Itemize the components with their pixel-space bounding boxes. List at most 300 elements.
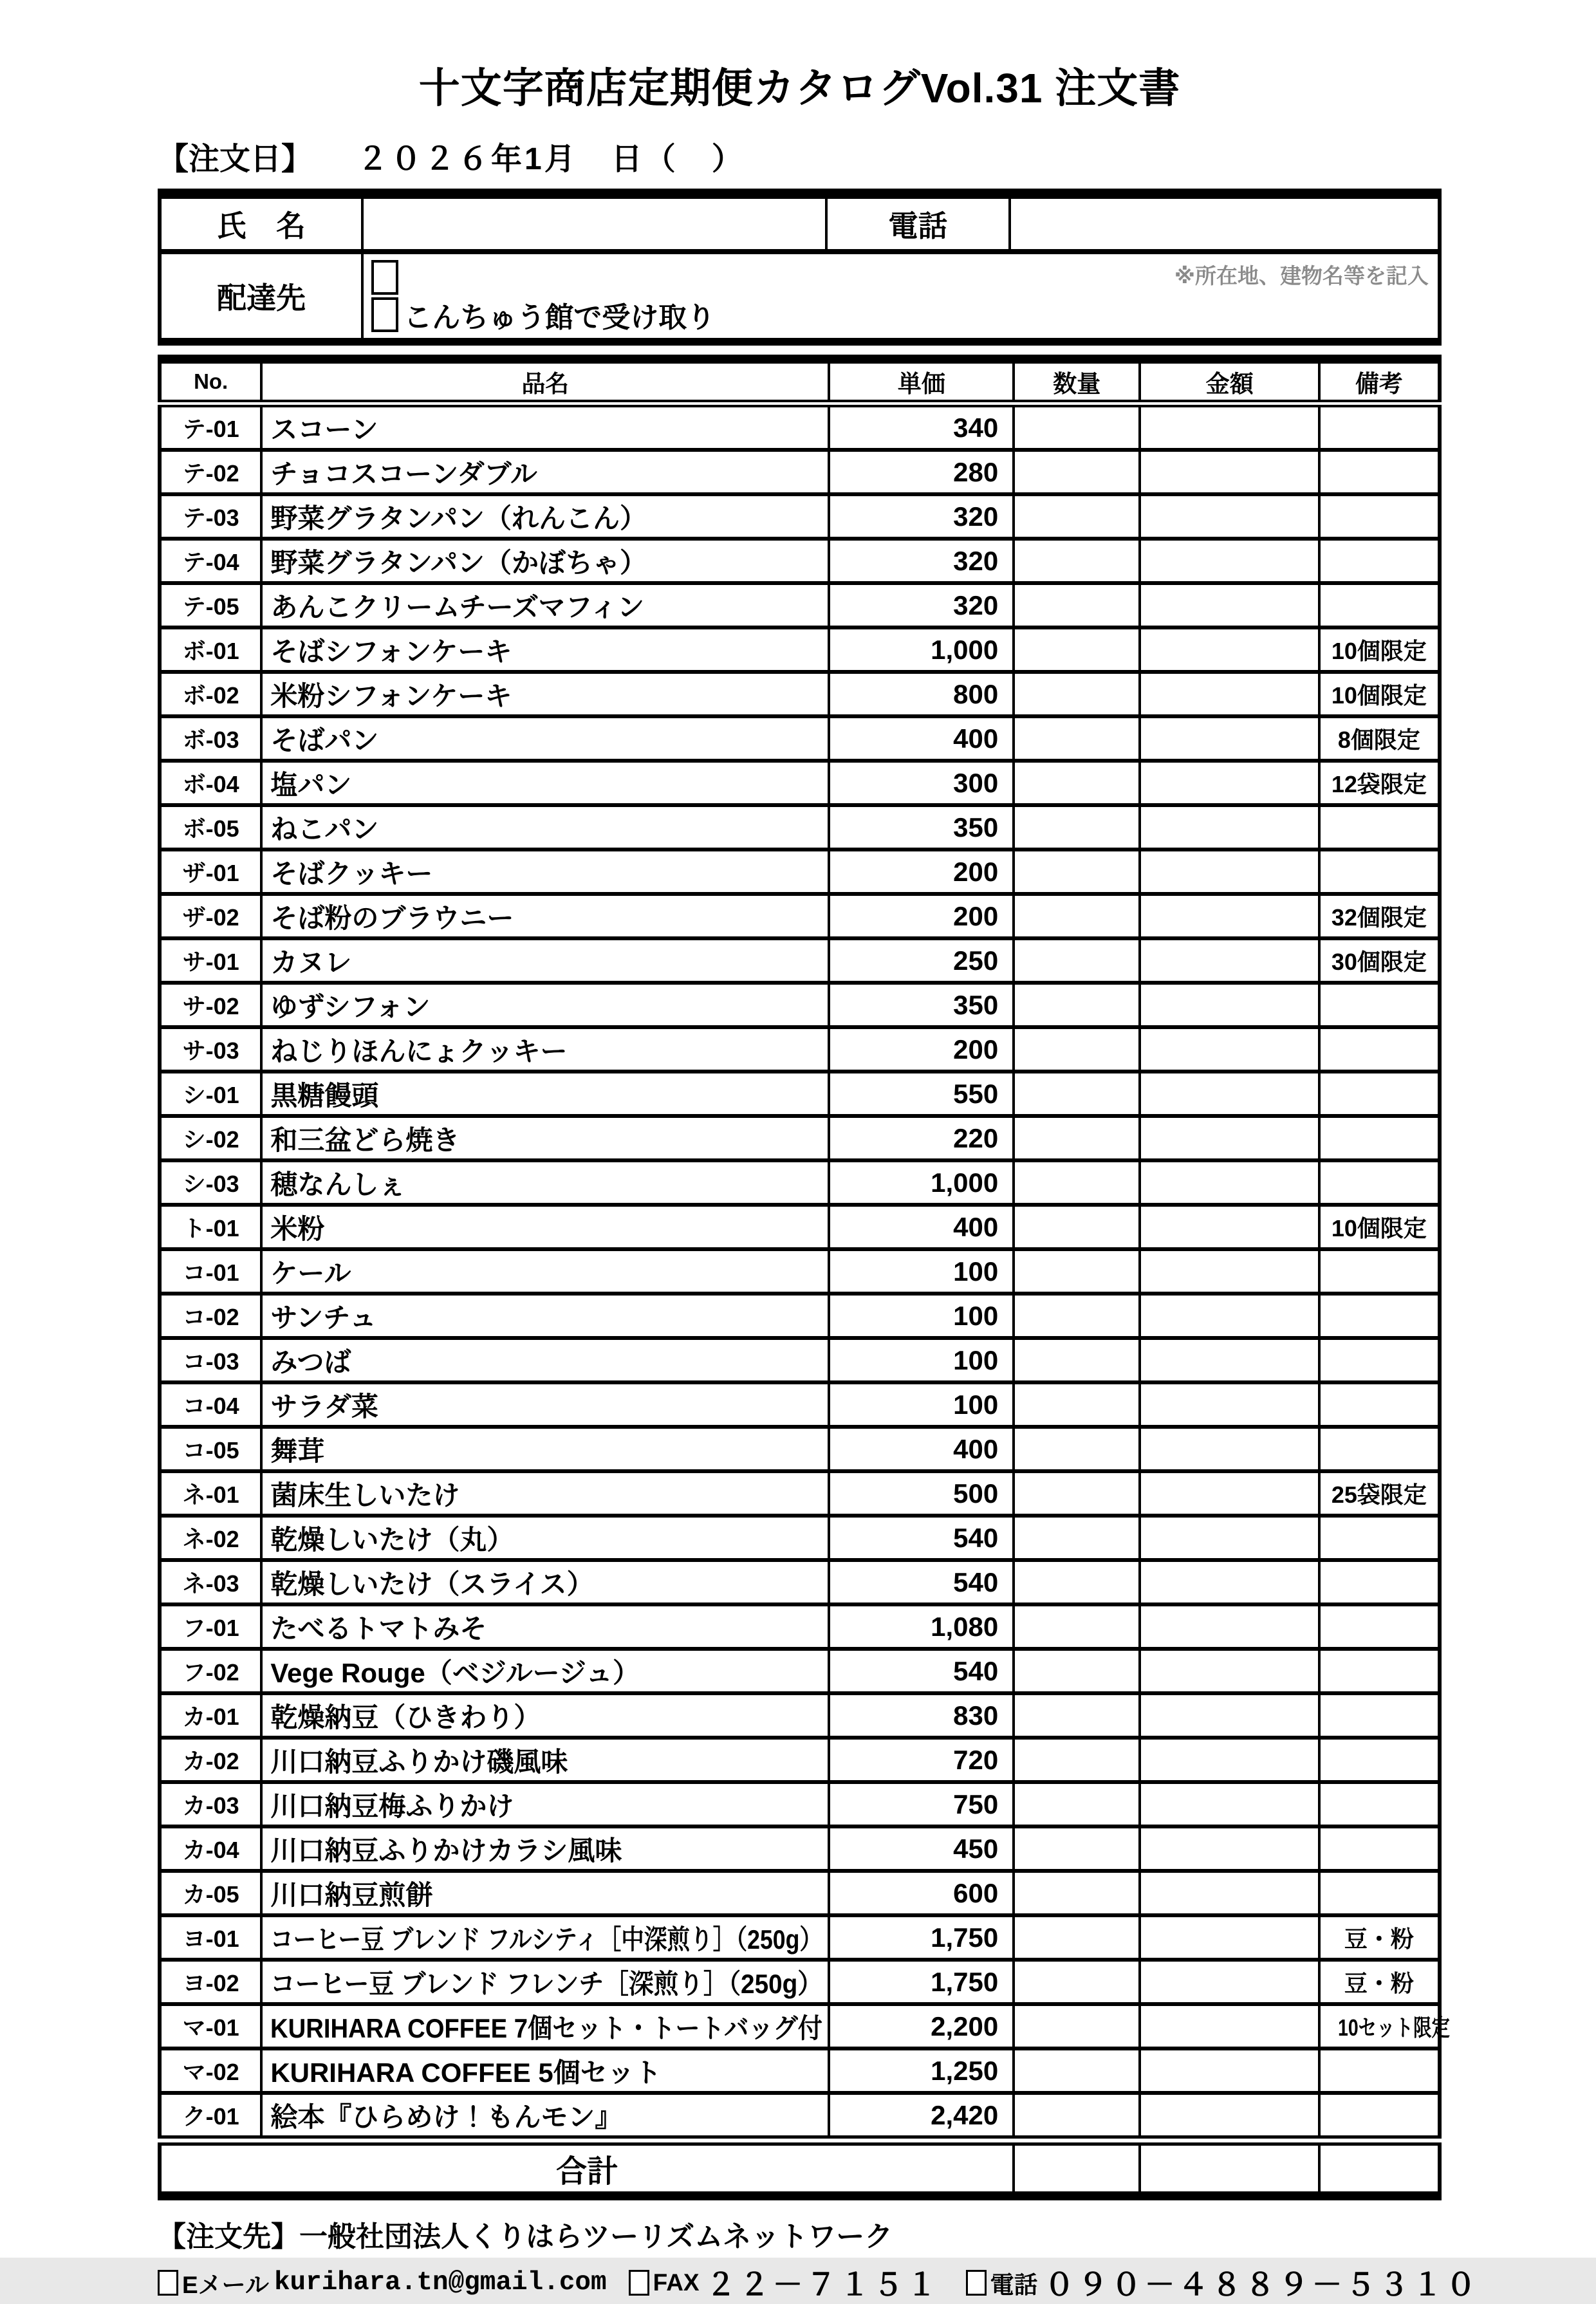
email-label: Eメール	[182, 2271, 269, 2298]
item-no: ボ-04	[160, 761, 261, 805]
note-cell	[1319, 539, 1440, 583]
note-cell	[1319, 404, 1440, 450]
table-row	[160, 583, 1440, 627]
table-row	[160, 404, 1440, 450]
amount-input-cell[interactable]	[1140, 1116, 1319, 1160]
amount-input-cell[interactable]	[1140, 1871, 1319, 1915]
item-no: コ-03	[160, 1338, 261, 1382]
note-cell	[1319, 1249, 1440, 1294]
unit-price: 400	[829, 1427, 1014, 1471]
quantity-input-cell[interactable]	[1014, 1205, 1140, 1249]
item-name: 絵本『ひらめけ！もんモン』	[261, 2093, 829, 2141]
amount-input-cell[interactable]	[1140, 1027, 1319, 1072]
amount-input-cell[interactable]	[1140, 1960, 1319, 2004]
note-cell	[1319, 1826, 1440, 1871]
amount-input-cell[interactable]	[1140, 938, 1319, 983]
item-no: シ-02	[160, 1116, 261, 1160]
amount-input-cell[interactable]	[1140, 983, 1319, 1027]
header-no: No.	[160, 359, 261, 404]
phone-group	[966, 2261, 1480, 2304]
item-no: サ-03	[160, 1027, 261, 1072]
amount-input-cell[interactable]	[1140, 1205, 1319, 1249]
note-cell	[1319, 1871, 1440, 1915]
total-amount-cell[interactable]	[1140, 2141, 1319, 2196]
item-no: ネ-03	[160, 1560, 261, 1604]
quantity-input-cell[interactable]	[1014, 1738, 1140, 1782]
phone-label: 電話	[826, 194, 1009, 252]
phone-input[interactable]	[1010, 194, 1440, 252]
unit-price: 1,000	[829, 627, 1014, 672]
table-row	[160, 938, 1440, 983]
item-name: 穂なんしぇ	[261, 1160, 829, 1205]
unit-price: 750	[829, 1782, 1014, 1826]
table-row	[160, 1871, 1440, 1915]
table-row	[160, 1027, 1440, 1072]
table-row	[160, 1604, 1440, 1649]
item-name: コーヒー豆 ブレンド フルシティ［中深煎り］（250g）	[261, 1915, 829, 1960]
item-name: 川口納豆ふりかけ磯風味	[261, 1738, 829, 1782]
table-row	[160, 850, 1440, 894]
amount-input-cell[interactable]	[1140, 2093, 1319, 2141]
delivery-address-checkbox[interactable]	[371, 260, 398, 295]
item-no: カ-04	[160, 1826, 261, 1871]
item-name: 舞茸	[261, 1427, 829, 1471]
quantity-input-cell[interactable]	[1014, 1560, 1140, 1604]
order-to-label: 【注文先】	[158, 2221, 299, 2253]
quantity-input-cell[interactable]	[1014, 1516, 1140, 1560]
item-no: ザ-02	[160, 894, 261, 938]
unit-price: 600	[829, 1871, 1014, 1915]
note-cell: 豆・粉	[1319, 1960, 1440, 2004]
note-cell	[1319, 1738, 1440, 1782]
order-table-body	[160, 404, 1450, 2141]
quantity-input-cell[interactable]	[1014, 983, 1140, 1027]
order-to-name: 一般社団法人くりはらツーリズムネットワーク	[299, 2221, 893, 2253]
unit-price: 350	[829, 983, 1014, 1027]
item-name: 野菜グラタンパン（かぼちゃ）	[261, 539, 829, 583]
note-cell	[1319, 1427, 1440, 1471]
quantity-input-cell[interactable]	[1014, 1027, 1140, 1072]
item-name: ねじりほんにょクッキー	[261, 1027, 829, 1072]
table-row	[160, 716, 1440, 761]
note-cell	[1319, 1516, 1440, 1560]
item-no: フ-02	[160, 1649, 261, 1693]
quantity-input-cell[interactable]	[1014, 1072, 1140, 1116]
quantity-input-cell[interactable]	[1014, 2049, 1140, 2093]
note-cell	[1319, 1560, 1440, 1604]
unit-price: 2,420	[829, 2093, 1014, 2141]
table-row	[160, 1338, 1440, 1382]
quantity-input-cell[interactable]	[1014, 850, 1140, 894]
item-name: あんこクリームチーズマフィン	[261, 583, 829, 627]
item-no: ボ-03	[160, 716, 261, 761]
unit-price: 1,750	[829, 1915, 1014, 1960]
note-cell	[1319, 1649, 1440, 1693]
quantity-input-cell[interactable]	[1014, 2004, 1140, 2049]
item-no: ク-01	[160, 2093, 261, 2141]
note-cell: 10セット限定	[1319, 2004, 1440, 2049]
delivery-note: ※所在地、建物名等を記入	[1174, 264, 1429, 288]
table-row	[160, 1560, 1440, 1604]
quantity-input-cell[interactable]	[1014, 1160, 1140, 1205]
amount-input-cell[interactable]	[1140, 1427, 1319, 1471]
item-name: 塩パン	[261, 761, 829, 805]
item-no: コ-01	[160, 1249, 261, 1294]
quantity-input-cell[interactable]	[1014, 1294, 1140, 1338]
table-row	[160, 983, 1440, 1027]
item-name: ねこパン	[261, 805, 829, 850]
unit-price: 540	[829, 1516, 1014, 1560]
note-cell	[1319, 2093, 1440, 2141]
amount-input-cell[interactable]	[1140, 1649, 1319, 1693]
name-label: 氏 名	[160, 194, 362, 252]
note-cell	[1319, 1382, 1440, 1427]
total-row	[160, 2141, 1440, 2196]
unit-price: 300	[829, 761, 1014, 805]
unit-price: 220	[829, 1116, 1014, 1160]
total-quantity-cell[interactable]	[1014, 2141, 1140, 2196]
unit-price: 550	[829, 1072, 1014, 1116]
amount-input-cell[interactable]	[1140, 1382, 1319, 1427]
item-name: 乾燥しいたけ（丸）	[261, 1516, 829, 1560]
unit-price: 2,200	[829, 2004, 1014, 2049]
amount-input-cell[interactable]	[1140, 1338, 1319, 1382]
quantity-input-cell[interactable]	[1014, 1471, 1140, 1516]
unit-price: 450	[829, 1826, 1014, 1871]
item-no: ボ-01	[160, 627, 261, 672]
note-cell: 10個限定	[1319, 627, 1440, 672]
item-name: 和三盆どら焼き	[261, 1116, 829, 1160]
quantity-input-cell[interactable]	[1014, 627, 1140, 672]
item-name: そばシフォンケーキ	[261, 627, 829, 672]
unit-price: 200	[829, 850, 1014, 894]
note-cell	[1319, 1693, 1440, 1738]
pickup-option	[371, 296, 1430, 333]
quantity-input-cell[interactable]	[1014, 1249, 1140, 1294]
item-no: ボ-05	[160, 805, 261, 850]
header-quantity: 数量	[1014, 359, 1140, 404]
note-cell	[1319, 1072, 1440, 1116]
amount-input-cell[interactable]	[1140, 1693, 1319, 1738]
table-row	[160, 1738, 1440, 1782]
unit-price: 350	[829, 805, 1014, 850]
amount-input-cell[interactable]	[1140, 2049, 1319, 2093]
pickup-option-label: こんちゅう館で受け取り	[404, 302, 716, 333]
quantity-input-cell[interactable]	[1014, 1915, 1140, 1960]
item-no: ネ-01	[160, 1471, 261, 1516]
table-row	[160, 494, 1440, 539]
amount-input-cell[interactable]	[1140, 805, 1319, 850]
item-name: 黒糖饅頭	[261, 1072, 829, 1116]
amount-input-cell[interactable]	[1140, 583, 1319, 627]
quantity-input-cell[interactable]	[1014, 716, 1140, 761]
note-cell	[1319, 850, 1440, 894]
item-name: サラダ菜	[261, 1382, 829, 1427]
amount-input-cell[interactable]	[1140, 1826, 1319, 1871]
order-date-value: ２０２６年1月 日（ ）	[357, 142, 745, 176]
item-no: テ-01	[160, 404, 261, 450]
table-row	[160, 1693, 1440, 1738]
quantity-input-cell[interactable]	[1014, 1826, 1140, 1871]
item-no: テ-04	[160, 539, 261, 583]
unit-price: 500	[829, 1471, 1014, 1516]
item-name: そばパン	[261, 716, 829, 761]
fax-checkbox[interactable]	[629, 2270, 649, 2296]
order-date-label: 【注文日】	[158, 142, 313, 176]
unit-price: 100	[829, 1294, 1014, 1338]
table-row	[160, 1915, 1440, 1960]
email-value: kurihara.tn@gmail.com	[274, 2267, 607, 2298]
unit-price: 280	[829, 450, 1014, 494]
table-row	[160, 894, 1440, 938]
note-cell: 10個限定	[1319, 672, 1440, 716]
item-name: 川口納豆梅ふりかけ	[261, 1782, 829, 1826]
total-label: 合計	[160, 2141, 1014, 2196]
unit-price: 400	[829, 716, 1014, 761]
item-no: シ-03	[160, 1160, 261, 1205]
item-no: コ-05	[160, 1427, 261, 1471]
item-no: ヨ-01	[160, 1915, 261, 1960]
order-date	[158, 134, 1442, 178]
item-name: Vege Rouge（ベジルージュ）	[261, 1649, 829, 1693]
unit-price: 540	[829, 1649, 1014, 1693]
header-amount: 金額	[1140, 359, 1319, 404]
amount-input-cell[interactable]	[1140, 894, 1319, 938]
item-name: 川口納豆煎餅	[261, 1871, 829, 1915]
quantity-input-cell[interactable]	[1014, 1871, 1140, 1915]
item-name: 米粉	[261, 1205, 829, 1249]
item-name: 乾燥しいたけ（スライス）	[261, 1560, 829, 1604]
order-items-table	[158, 355, 1450, 2200]
table-row	[160, 1294, 1440, 1338]
amount-input-cell[interactable]	[1140, 627, 1319, 672]
header-item-name: 品名	[261, 359, 829, 404]
item-name: 乾燥納豆（ひきわり）	[261, 1693, 829, 1738]
quantity-input-cell[interactable]	[1014, 494, 1140, 539]
quantity-input-cell[interactable]	[1014, 1782, 1140, 1826]
item-name: KURIHARA COFFEE 7個セット・トートバッグ付	[261, 2004, 829, 2049]
table-row	[160, 450, 1440, 494]
item-no: シ-01	[160, 1072, 261, 1116]
item-name: みつば	[261, 1338, 829, 1382]
phone-contact-label: 電話	[990, 2271, 1038, 2298]
item-no: サ-01	[160, 938, 261, 983]
quantity-input-cell[interactable]	[1014, 1693, 1140, 1738]
quantity-input-cell[interactable]	[1014, 1649, 1140, 1693]
amount-input-cell[interactable]	[1140, 1072, 1319, 1116]
unit-price: 800	[829, 672, 1014, 716]
quantity-input-cell[interactable]	[1014, 1427, 1140, 1471]
item-name: 野菜グラタンパン（れんこん）	[261, 494, 829, 539]
amount-input-cell[interactable]	[1140, 1294, 1319, 1338]
quantity-input-cell[interactable]	[1014, 583, 1140, 627]
amount-input-cell[interactable]	[1140, 1604, 1319, 1649]
table-row	[160, 1960, 1440, 2004]
quantity-input-cell[interactable]	[1014, 938, 1140, 983]
note-cell	[1319, 450, 1440, 494]
quantity-input-cell[interactable]	[1014, 805, 1140, 850]
contact-line	[158, 2261, 1480, 2304]
item-name: カヌレ	[261, 938, 829, 983]
pickup-checkbox[interactable]	[371, 297, 398, 332]
amount-input-cell[interactable]	[1140, 1782, 1319, 1826]
item-no: ネ-02	[160, 1516, 261, 1560]
unit-price: 1,250	[829, 2049, 1014, 2093]
note-cell	[1319, 1294, 1440, 1338]
table-row	[160, 2004, 1440, 2049]
quantity-input-cell[interactable]	[1014, 1604, 1140, 1649]
item-no: カ-03	[160, 1782, 261, 1826]
amount-input-cell[interactable]	[1140, 672, 1319, 716]
page-title: 十文字商店定期便カタログVol.31 注文書	[418, 65, 1181, 111]
phone-number: ０９０－４８８９－５３１０	[1044, 2267, 1480, 2301]
note-cell	[1319, 805, 1440, 850]
table-row	[160, 627, 1440, 672]
unit-price: 100	[829, 1338, 1014, 1382]
quantity-input-cell[interactable]	[1014, 1116, 1140, 1160]
unit-price: 200	[829, 1027, 1014, 1072]
unit-price: 830	[829, 1693, 1014, 1738]
quantity-input-cell[interactable]	[1014, 672, 1140, 716]
item-no: テ-05	[160, 583, 261, 627]
quantity-input-cell[interactable]	[1014, 404, 1140, 450]
table-row	[160, 1826, 1440, 1871]
table-row	[160, 805, 1440, 850]
item-name: 菌床生しいたけ	[261, 1471, 829, 1516]
table-row	[160, 761, 1440, 805]
amount-input-cell[interactable]	[1140, 1516, 1319, 1560]
amount-input-cell[interactable]	[1140, 1160, 1319, 1205]
delivery-row	[160, 252, 1440, 342]
item-no: テ-03	[160, 494, 261, 539]
table-row	[160, 2093, 1440, 2141]
note-cell	[1319, 1782, 1440, 1826]
item-name: 川口納豆ふりかけカラシ風味	[261, 1826, 829, 1871]
unit-price: 100	[829, 1382, 1014, 1427]
item-no: コ-04	[160, 1382, 261, 1427]
amount-input-cell[interactable]	[1140, 494, 1319, 539]
amount-input-cell[interactable]	[1140, 1738, 1319, 1782]
table-row	[160, 1649, 1440, 1693]
quantity-input-cell[interactable]	[1014, 2093, 1140, 2141]
delivery-label: 配達先	[160, 252, 362, 342]
total-note-cell	[1319, 2141, 1440, 2196]
customer-name-row	[160, 194, 1440, 252]
note-cell	[1319, 494, 1440, 539]
table-row	[160, 1072, 1440, 1116]
amount-input-cell[interactable]	[1140, 1915, 1319, 1960]
fax-label: FAX	[653, 2269, 700, 2296]
table-row	[160, 1427, 1440, 1471]
item-no: マ-01	[160, 2004, 261, 2049]
quantity-input-cell[interactable]	[1014, 761, 1140, 805]
amount-input-cell[interactable]	[1140, 1471, 1319, 1516]
item-name: チョコスコーンダブル	[261, 450, 829, 494]
unit-price: 720	[829, 1738, 1014, 1782]
amount-input-cell[interactable]	[1140, 1249, 1319, 1294]
note-cell	[1319, 2049, 1440, 2093]
item-name: 米粉シフォンケーキ	[261, 672, 829, 716]
quantity-input-cell[interactable]	[1014, 1960, 1140, 2004]
quantity-input-cell[interactable]	[1014, 1382, 1140, 1427]
amount-input-cell[interactable]	[1140, 761, 1319, 805]
unit-price: 320	[829, 494, 1014, 539]
quantity-input-cell[interactable]	[1014, 1338, 1140, 1382]
note-cell: 32個限定	[1319, 894, 1440, 938]
amount-input-cell[interactable]	[1140, 850, 1319, 894]
phone-checkbox[interactable]	[966, 2270, 987, 2296]
table-row	[160, 539, 1440, 583]
note-cell	[1319, 1338, 1440, 1382]
item-no: テ-02	[160, 450, 261, 494]
table-row	[160, 1205, 1440, 1249]
note-cell	[1319, 583, 1440, 627]
amount-input-cell[interactable]	[1140, 716, 1319, 761]
fax-group	[629, 2261, 940, 2304]
item-name: そば粉のブラウニー	[261, 894, 829, 938]
table-row	[160, 1249, 1440, 1294]
note-cell	[1319, 1116, 1440, 1160]
table-header-row	[160, 359, 1440, 404]
quantity-input-cell[interactable]	[1014, 539, 1140, 583]
unit-price: 320	[829, 539, 1014, 583]
table-row	[160, 1516, 1440, 1560]
amount-input-cell[interactable]	[1140, 1560, 1319, 1604]
amount-input-cell[interactable]	[1140, 450, 1319, 494]
unit-price: 200	[829, 894, 1014, 938]
table-row	[160, 672, 1440, 716]
amount-input-cell[interactable]	[1140, 404, 1319, 450]
item-no: ヨ-02	[160, 1960, 261, 2004]
unit-price: 100	[829, 1249, 1014, 1294]
table-row	[160, 1382, 1440, 1427]
email-group	[158, 2265, 607, 2300]
name-input[interactable]	[362, 194, 826, 252]
item-no: コ-02	[160, 1294, 261, 1338]
note-cell	[1319, 983, 1440, 1027]
item-no: マ-02	[160, 2049, 261, 2093]
item-name: スコーン	[261, 404, 829, 450]
quantity-input-cell[interactable]	[1014, 450, 1140, 494]
item-name: コーヒー豆 ブレンド フレンチ［深煎り］（250g）	[261, 1960, 829, 2004]
unit-price: 1,080	[829, 1604, 1014, 1649]
unit-price: 340	[829, 404, 1014, 450]
email-checkbox[interactable]	[158, 2270, 178, 2296]
note-cell: 25袋限定	[1319, 1471, 1440, 1516]
unit-price: 250	[829, 938, 1014, 983]
unit-price: 320	[829, 583, 1014, 627]
item-no: ト-01	[160, 1205, 261, 1249]
amount-input-cell[interactable]	[1140, 2004, 1319, 2049]
delivery-cell	[362, 252, 1440, 342]
item-name: そばクッキー	[261, 850, 829, 894]
quantity-input-cell[interactable]	[1014, 894, 1140, 938]
item-no: カ-02	[160, 1738, 261, 1782]
unit-price: 400	[829, 1205, 1014, 1249]
table-row	[160, 2049, 1440, 2093]
fax-number: ２２－７１５１	[705, 2267, 940, 2301]
item-no: ボ-02	[160, 672, 261, 716]
amount-input-cell[interactable]	[1140, 539, 1319, 583]
unit-price: 1,000	[829, 1160, 1014, 1205]
note-cell: 30個限定	[1319, 938, 1440, 983]
item-name: ケール	[261, 1249, 829, 1294]
item-name: たべるトマトみそ	[261, 1604, 829, 1649]
item-no: ザ-01	[160, 850, 261, 894]
item-no: カ-01	[160, 1693, 261, 1738]
table-row	[160, 1471, 1440, 1516]
item-name: サンチュ	[261, 1294, 829, 1338]
